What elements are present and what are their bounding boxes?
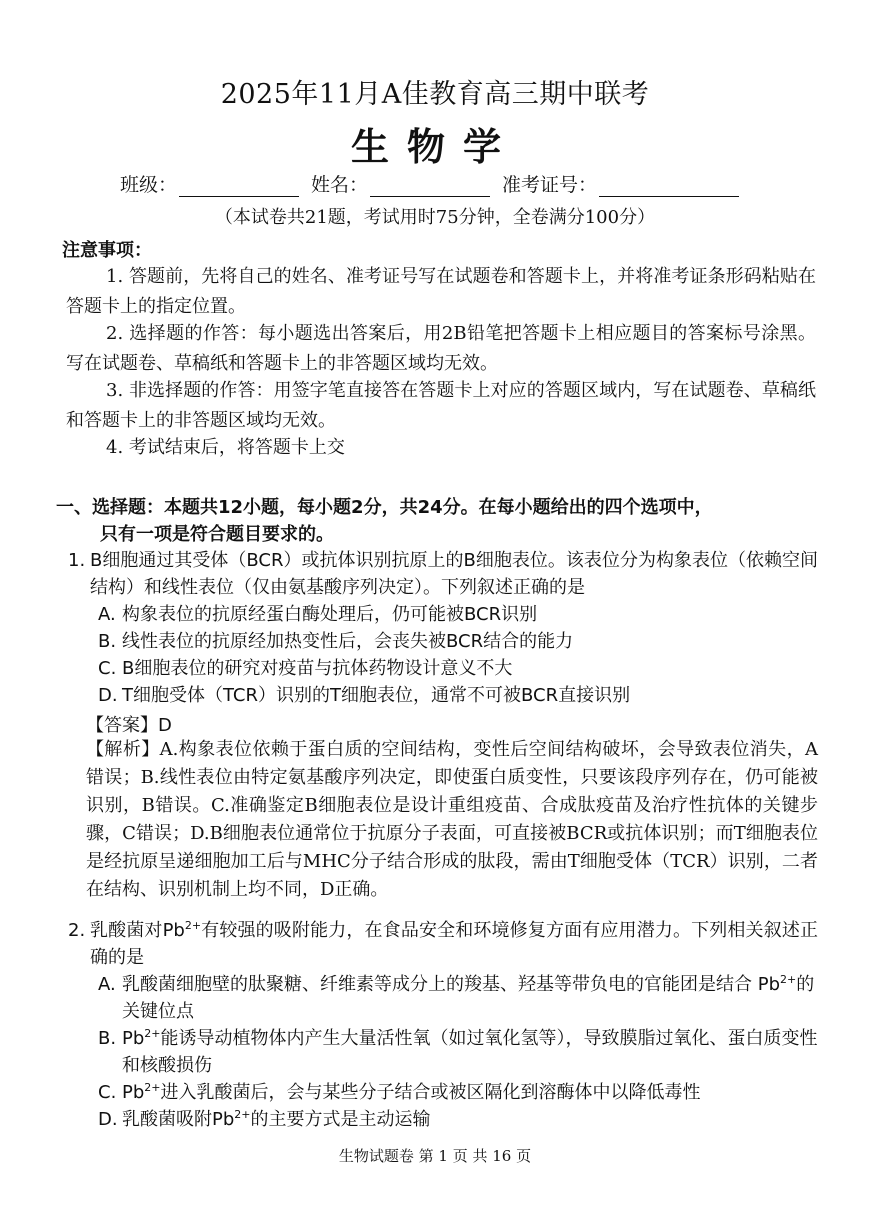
notice-item-1: 1. 答题前，先将自己的姓名、准考证号写在试题卷和答题卡上，并将准考证条形码粘贴在答题卡上的指定位置。	[66, 266, 816, 317]
option-text: 乳酸菌吸附$Pb^{2+}$的主要方式是主动运输	[122, 1108, 431, 1130]
class-label: 班级：	[120, 174, 178, 196]
question-2-stem	[68, 917, 818, 971]
question-1-stem	[68, 547, 818, 601]
q2-option-b	[98, 1025, 820, 1079]
class-field[interactable]	[179, 176, 299, 197]
q1-option-b	[98, 628, 820, 655]
page-footer: 生物试题卷 第 1 页 共 16 页	[338, 1147, 532, 1165]
q1-option-d	[98, 682, 820, 709]
notice-item-4: 4. 考试结束后，将答题卡上交	[106, 437, 345, 458]
analysis-text: A.构象表位依赖于蛋白质的空间结构，变性后空间结构破坏，会导致表位消失，A错误；B.线性表位由特定氨基酸序列决定，即使蛋白质变性，只要该段序列存在，仍可能被识别，B错误。C.准确鉴定B细胞表位是设计重组疫苗、合成肽疫苗及治疗性抗体的关键步骤，C错误；D.B细胞表位通常位于抗原分子表面，可直接被BCR或抗体识别；而T细胞表位是经抗原呈递细胞加工后与MHC分子结合形成的肽段，需由T细胞受体（TCR）识别，二者在结构、识别机制上均不同，D正确。	[86, 739, 818, 900]
subject-title: 生物学	[350, 125, 519, 169]
q2-option-d	[98, 1106, 820, 1133]
question-text: B细胞通过其受体（BCR）或抗体识别抗原上的B细胞表位。该表位分为构象表位（依赖空间结构）和线性表位（仅由氨基酸序列决定）。下列叙述正确的是	[90, 550, 818, 598]
option-text: T细胞受体（TCR）识别的T细胞表位，通常不可被BCR直接识别	[122, 685, 631, 706]
option-letter: B.	[98, 631, 117, 652]
option-text: 线性表位的抗原经加热变性后，会丧失被BCR结合的能力	[122, 631, 574, 652]
notice-heading: 注意事项：	[62, 240, 152, 261]
question-text: 乳酸菌对$Pb^{2+}$有较强的吸附能力，在食品安全和环境修复方面有应用潜力。下列相关叙述正确的是	[90, 919, 818, 968]
name-label: 姓名：	[311, 174, 369, 196]
section-heading-line1: 一、选择题：本题共12小题，每小题2分，共24分。在每小题给出的四个选项中，	[56, 497, 713, 518]
q1-option-a	[98, 601, 820, 628]
option-letter: C.	[98, 658, 117, 679]
q2-option-a	[98, 971, 820, 1025]
student-info-row	[120, 170, 760, 197]
option-text: $Pb^{2+}$进入乳酸菌后，会与某些分子结合或被区隔化到溶酶体中以降低毒性	[122, 1081, 701, 1103]
exam-info: （本试卷共21题，考试用时75分钟，全卷满分100分）	[214, 207, 656, 228]
answer-value: D	[158, 715, 172, 736]
q1-answer	[86, 711, 172, 737]
name-field[interactable]	[370, 176, 490, 197]
section-heading	[56, 494, 826, 548]
question-number: 1.	[68, 550, 86, 571]
answer-label: 【答案】	[86, 715, 158, 736]
option-text: B细胞表位的研究对疫苗与抗体药物设计意义不大	[122, 658, 513, 679]
notice-item-2: 2. 选择题的作答：每小题选出答案后，用2B铅笔把答题卡上相应题目的答案标号涂黑。写在试题卷、草稿纸和答题卡上的非答题区域均无效。	[66, 323, 816, 374]
section-heading-line2: 只有一项是符合题目要求的。	[100, 524, 334, 545]
option-letter: D.	[98, 685, 118, 706]
option-text: 构象表位的抗原经蛋白酶处理后，仍可能被BCR识别	[122, 604, 538, 625]
option-letter: D.	[98, 1109, 118, 1130]
exam-title: 2025年11月A佳教育高三期中联考	[220, 79, 650, 110]
option-text: $Pb^{2+}$能诱导动植物体内产生大量活性氧（如过氧化氢等），导致膜脂过氧化、蛋白质变性和核酸损伤	[122, 1027, 818, 1076]
option-letter: C.	[98, 1082, 117, 1103]
q2-option-c	[98, 1079, 820, 1106]
notice-item-3: 3. 非选择题的作答：用签字笔直接答在答题卡上对应的答题区域内，写在试题卷、草稿纸和答题卡上的非答题区域均无效。	[66, 380, 816, 431]
option-letter: A.	[98, 604, 116, 625]
option-text: 乳酸菌细胞壁的肽聚糖、纤维素等成分上的羧基、羟基等带负电的官能团是结合 $Pb^{2+}$的关键位点	[122, 973, 815, 1022]
q1-analysis	[86, 736, 818, 904]
q1-option-c	[98, 655, 820, 682]
question-number: 2.	[68, 920, 86, 941]
ticket-label: 准考证号：	[502, 174, 598, 196]
analysis-label: 【解析】	[86, 739, 160, 760]
option-letter: B.	[98, 1028, 117, 1049]
option-letter: A.	[98, 974, 116, 995]
ticket-field[interactable]	[599, 176, 739, 197]
